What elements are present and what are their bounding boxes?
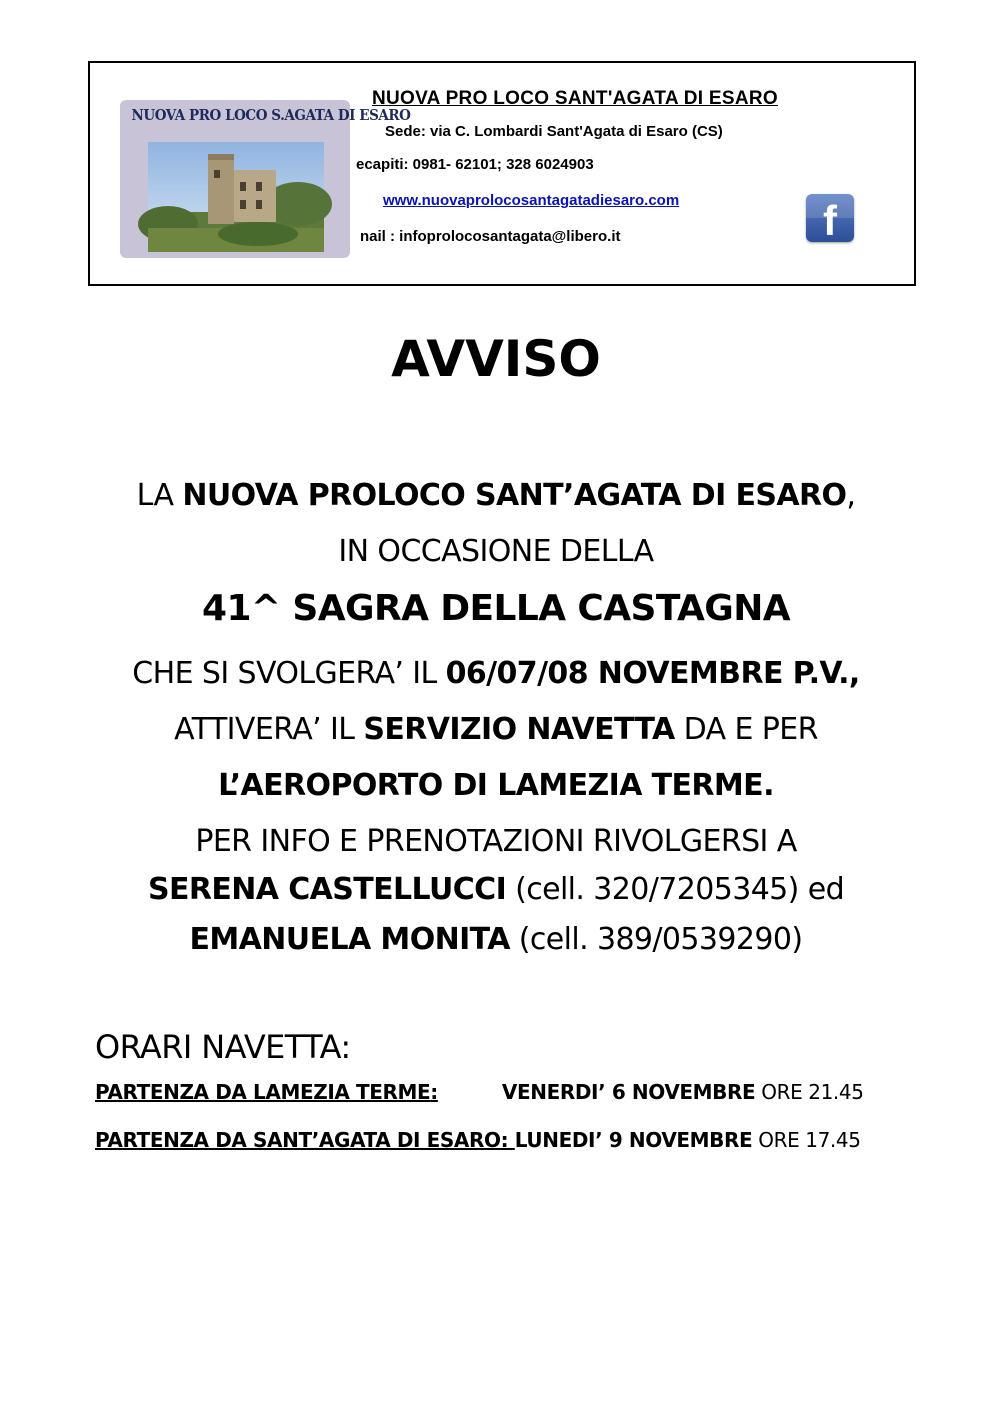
notice-line-1-pre: LA: [136, 478, 183, 513]
notice-line-2: IN OCCASIONE DELLA: [338, 534, 654, 569]
schedule-row-day: VENERDI’ 6 NOVEMBRE: [501, 1080, 756, 1104]
notice-line-5: [0, 712, 992, 747]
facebook-icon[interactable]: [806, 194, 854, 242]
facebook-icon-glyph: f: [823, 197, 837, 244]
castle-photo: [148, 142, 324, 252]
phone-line: ecapiti: 0981- 62101; 328 6024903: [356, 156, 594, 173]
airport-name: L’AEROPORTO DI LAMEZIA TERME.: [218, 768, 774, 803]
schedule-row-sep: :: [430, 1080, 438, 1104]
notice-line-4-pre: CHE SI SVOLGERA’ IL: [132, 656, 446, 691]
notice-line-1-org: NUOVA PROLOCO SANT’AGATA DI ESARO: [182, 478, 847, 513]
shuttle-service: SERVIZIO NAVETTA: [363, 712, 675, 747]
notice-line-6: [0, 768, 992, 803]
notice-line-5-post: DA E PER: [674, 712, 818, 747]
logo-text: NUOVA PRO LOCO S.AGATA DI ESARO: [131, 106, 411, 124]
schedule-row-label: PARTENZA DA LAMEZIA TERME: [95, 1080, 431, 1104]
contact-2: [0, 922, 992, 957]
contact-2-phone: (cell. 389/0539290): [509, 922, 803, 957]
notice-line-7: PER INFO E PRENOTAZIONI RIVOLGERSI A: [195, 824, 797, 859]
website-link[interactable]: www.nuovaprolocosantagatadiesaro.com: [383, 192, 680, 209]
schedule-row-sep: :: [500, 1128, 515, 1152]
contact-1-phone: (cell. 320/7205345) ed: [506, 872, 845, 907]
schedule-row-time: ORE 17.45: [752, 1128, 861, 1152]
event-name: 41^ SAGRA DELLA CASTAGNA: [202, 588, 790, 629]
schedule-row: [95, 1128, 861, 1152]
schedule-row: [95, 1080, 864, 1104]
header-box: [88, 61, 916, 286]
organization-title: NUOVA PRO LOCO SANT'AGATA DI ESARO: [372, 88, 778, 109]
notice-line-5-pre: ATTIVERA’ IL: [174, 712, 364, 747]
notice-line-1-post: ,: [846, 478, 856, 513]
notice-title: AVVISO: [391, 330, 601, 388]
pro-loco-logo: [120, 100, 411, 258]
address-line: Sede: via C. Lombardi Sant'Agata di Esaro (CS): [385, 123, 723, 140]
contact-2-name: EMANUELA MONITA: [189, 922, 510, 957]
email-line: nail : infoprolocosantagata@libero.it: [360, 228, 621, 245]
notice-line-4: [0, 656, 992, 691]
schedule-row-day: LUNEDI’ 9 NOVEMBRE: [514, 1128, 753, 1152]
contact-1: [0, 872, 992, 907]
notice-line-1: [0, 478, 992, 513]
contact-1-name: SERENA CASTELLUCCI: [147, 872, 507, 907]
event-dates: 06/07/08 NOVEMBRE P.V.,: [445, 656, 860, 691]
schedule-row-label: PARTENZA DA SANT’AGATA DI ESARO: [95, 1128, 501, 1152]
schedule-title: ORARI NAVETTA:: [95, 1028, 351, 1066]
schedule-row-time: ORE 21.45: [755, 1080, 864, 1104]
